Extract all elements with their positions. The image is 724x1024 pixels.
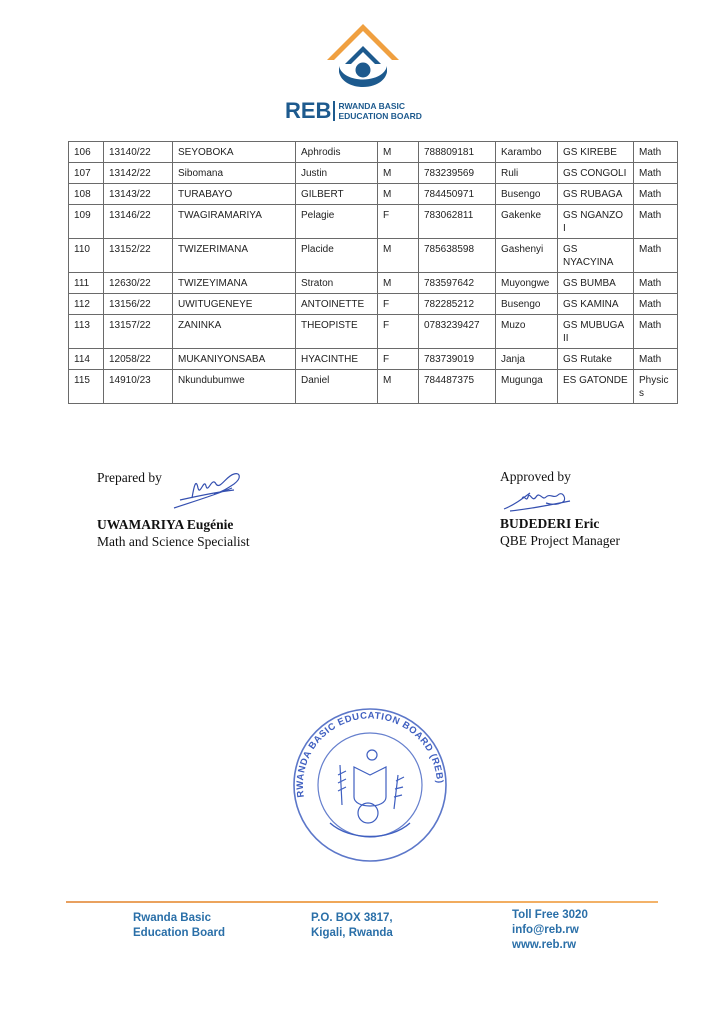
table-row — [69, 370, 678, 404]
cell-sector: Busengo — [496, 294, 558, 315]
cell-gender: F — [378, 315, 419, 349]
cell-surname: TURABAYO — [173, 184, 296, 205]
table-row — [69, 239, 678, 273]
cell-gender: M — [378, 142, 419, 163]
teacher-roster-table — [68, 141, 678, 404]
approved-signature — [500, 487, 580, 513]
reb-official-stamp — [290, 705, 450, 865]
footer-po-box: P.O. BOX 3817, — [311, 912, 393, 924]
cell-school: GS MUBUGA II — [558, 315, 634, 349]
prepared-by-name: UWAMARIYA Eugénie — [97, 517, 234, 532]
cell-school: GS CONGOLI — [558, 163, 634, 184]
prepared-by-title: Math and Science Specialist — [97, 534, 250, 549]
cell-surname: SEYOBOKA — [173, 142, 296, 163]
cell-surname: MUKANIYONSABA — [173, 349, 296, 370]
approved-by-title: QBE Project Manager — [500, 533, 620, 548]
reb-logo — [283, 20, 443, 124]
cell-registration-number: 13142/22 — [104, 163, 173, 184]
cell-row-number: 114 — [69, 349, 104, 370]
cell-phone-number: 784450971 — [419, 184, 496, 205]
cell-subject: Physics — [634, 370, 678, 404]
cell-registration-number: 12630/22 — [104, 273, 173, 294]
logo-fullname — [338, 101, 421, 121]
cell-sector: Mugunga — [496, 370, 558, 404]
cell-surname: UWITUGENEYE — [173, 294, 296, 315]
cell-subject: Math — [634, 205, 678, 239]
cell-sector: Busengo — [496, 184, 558, 205]
logo-line-1: RWANDA BASIC — [338, 101, 406, 111]
cell-gender: M — [378, 273, 419, 294]
cell-surname: TWIZERIMANA — [173, 239, 296, 273]
cell-row-number: 107 — [69, 163, 104, 184]
cell-phone-number: 783739019 — [419, 349, 496, 370]
cell-sector: Janja — [496, 349, 558, 370]
logo-abbreviation: REB — [285, 98, 332, 123]
cell-phone-number: 784487375 — [419, 370, 496, 404]
cell-row-number: 111 — [69, 273, 104, 294]
cell-phone-number: 783597642 — [419, 273, 496, 294]
cell-subject: Math — [634, 142, 678, 163]
cell-gender: F — [378, 205, 419, 239]
table-row — [69, 294, 678, 315]
cell-row-number: 115 — [69, 370, 104, 404]
cell-surname: Sibomana — [173, 163, 296, 184]
cell-first-name: GILBERT — [296, 184, 378, 205]
footer-email[interactable]: info@reb.rw — [512, 924, 579, 936]
cell-phone-number: 783239569 — [419, 163, 496, 184]
cell-registration-number: 14910/23 — [104, 370, 173, 404]
footer-organization — [133, 911, 225, 941]
cell-row-number: 109 — [69, 205, 104, 239]
footer-org-line-2: Education Board — [133, 927, 226, 939]
footer-toll-free: Toll Free 3020 — [512, 909, 588, 921]
cell-school: GS NGANZO I — [558, 205, 634, 239]
cell-row-number: 112 — [69, 294, 104, 315]
cell-registration-number: 13156/22 — [104, 294, 173, 315]
cell-row-number: 110 — [69, 239, 104, 273]
cell-school: GS RUBAGA — [558, 184, 634, 205]
cell-surname: TWIZEYIMANA — [173, 273, 296, 294]
table-row — [69, 273, 678, 294]
cell-registration-number: 13143/22 — [104, 184, 173, 205]
cell-school: GS KIREBE — [558, 142, 634, 163]
cell-phone-number: 788809181 — [419, 142, 496, 163]
cell-phone-number: 783062811 — [419, 205, 496, 239]
table-row — [69, 315, 678, 349]
cell-surname: Nkundubumwe — [173, 370, 296, 404]
cell-sector: Muyongwe — [496, 273, 558, 294]
cell-first-name: Aphrodis — [296, 142, 378, 163]
approved-by-name: BUDEDERI Eric — [500, 516, 600, 531]
cell-first-name: HYACINTHE — [296, 349, 378, 370]
table-row — [69, 184, 678, 205]
cell-gender: F — [378, 294, 419, 315]
cell-first-name: Pelagie — [296, 205, 378, 239]
cell-phone-number: 782285212 — [419, 294, 496, 315]
logo-divider — [333, 101, 335, 121]
cell-subject: Math — [634, 349, 678, 370]
cell-row-number: 108 — [69, 184, 104, 205]
cell-school: GS NYACYINA — [558, 239, 634, 273]
cell-row-number: 106 — [69, 142, 104, 163]
cell-phone-number: 785638598 — [419, 239, 496, 273]
cell-gender: M — [378, 239, 419, 273]
cell-subject: Math — [634, 163, 678, 184]
cell-gender: M — [378, 184, 419, 205]
cell-gender: M — [378, 370, 419, 404]
cell-sector: Gakenke — [496, 205, 558, 239]
footer-rule — [66, 901, 658, 903]
cell-row-number: 113 — [69, 315, 104, 349]
cell-registration-number: 12058/22 — [104, 349, 173, 370]
cell-sector: Ruli — [496, 163, 558, 184]
cell-sector: Karambo — [496, 142, 558, 163]
cell-subject: Math — [634, 184, 678, 205]
footer-address — [311, 911, 393, 941]
cell-first-name: Daniel — [296, 370, 378, 404]
table-row — [69, 349, 678, 370]
cell-school: ES GATONDE — [558, 370, 634, 404]
cell-sector: Gashenyi — [496, 239, 558, 273]
cell-registration-number: 13152/22 — [104, 239, 173, 273]
table-row — [69, 205, 678, 239]
cell-gender: M — [378, 163, 419, 184]
footer-contact — [512, 908, 588, 953]
cell-subject: Math — [634, 294, 678, 315]
stamp-text: RWANDA BASIC EDUCATION BOARD (REB) — [294, 710, 445, 799]
reb-emblem-icon — [283, 20, 443, 96]
cell-first-name: Placide — [296, 239, 378, 273]
cell-first-name: Straton — [296, 273, 378, 294]
cell-phone-number: 0783239427 — [419, 315, 496, 349]
footer-org-line-1: Rwanda Basic — [133, 912, 211, 924]
cell-surname: TWAGIRAMARIYA — [173, 205, 296, 239]
logo-wordmark — [285, 100, 422, 122]
table-row — [69, 142, 678, 163]
cell-school: GS KAMINA — [558, 294, 634, 315]
footer-website[interactable]: www.reb.rw — [512, 939, 577, 951]
cell-subject: Math — [634, 315, 678, 349]
cell-first-name: Justin — [296, 163, 378, 184]
footer-city: Kigali, Rwanda — [311, 927, 393, 939]
cell-gender: F — [378, 349, 419, 370]
prepared-by-label: Prepared by — [97, 470, 162, 485]
cell-sector: Muzo — [496, 315, 558, 349]
cell-school: GS BUMBA — [558, 273, 634, 294]
roster-body — [69, 142, 678, 404]
cell-subject: Math — [634, 273, 678, 294]
cell-surname: ZANINKA — [173, 315, 296, 349]
cell-school: GS Rutake — [558, 349, 634, 370]
prepared-signature — [172, 468, 242, 512]
cell-registration-number: 13157/22 — [104, 315, 173, 349]
approved-by-label: Approved by — [500, 469, 571, 484]
cell-registration-number: 13140/22 — [104, 142, 173, 163]
cell-subject: Math — [634, 239, 678, 273]
cell-registration-number: 13146/22 — [104, 205, 173, 239]
cell-first-name: ANTOINETTE — [296, 294, 378, 315]
cell-first-name: THEOPISTE — [296, 315, 378, 349]
table-row — [69, 163, 678, 184]
logo-line-2: EDUCATION BOARD — [338, 111, 422, 121]
